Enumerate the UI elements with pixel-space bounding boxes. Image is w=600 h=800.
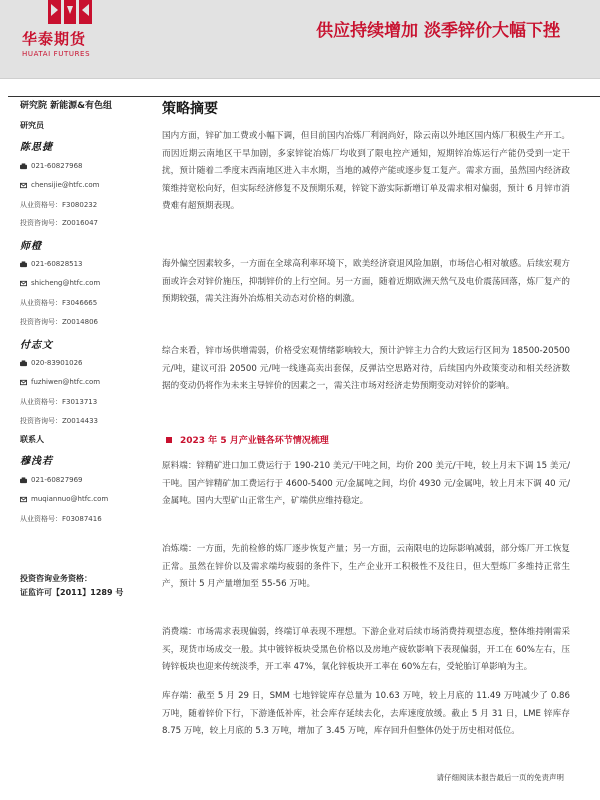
email-icon (20, 280, 27, 287)
paragraph-consumption: 消费端：市场需求表现偏弱，终端订单表现不理想。下游企业对后续市场消费持观望态度，整体维持刚需采买，现货市场成交一般。其中镀锌板块受黑色价格以及房地产疲软影响下表现偏弱，开工在 60%左右，压铸锌板块也迎来传统淡季，开工率 47%，氧化锌板块开工率在 60%左右，受轮胎订单影响为主。 (162, 627, 570, 673)
paragraph-raw-material: 原料端：锌精矿进口加工费运行于 190-210 美元/干吨之间，均价 200 美元/干吨，较上月末下调 15 美元/干吨。国产锌精矿加工费运行于 4600-5400 元/金属吨之间，均价 4930 元/金属吨，较上月末下调 40 元/金属吨。国内大型矿山正常生产，矿端供应维持稳定。 (162, 461, 570, 507)
license-statement: 投资咨询业务资格： 证监许可【2011】1289 号 (20, 574, 124, 597)
phone-icon (20, 360, 27, 367)
analyst-email[interactable]: fuzhiwen@htfc.com (20, 378, 100, 386)
paragraph-domestic: 国内方面，锌矿加工费或小幅下调，但目前国内冶炼厂利润尚好，除云南以外地区国内炼厂积极生产开工。而因近期云南地区干旱加剧，多家锌锭冶炼厂均收到了限电控产通知，短期锌冶炼运行产能仍受到一定干扰，预计随着二季度末西南地区进入丰水期，当地的减停产能或逐步复工复产。需求方面，虽然国内经济政策维持宽松向好，但实际经济修复不及预期乐观，锌锭下游实际新增订单及需求相对偏弱，预计 6 月锌市消费难有超预期表现。 (162, 131, 570, 212)
invest-license: 投资咨询号：Z0014433 (20, 417, 98, 425)
contact-email[interactable]: muqiannuo@htfc.com (20, 495, 108, 503)
company-logo (18, 0, 128, 78)
square-bullet-icon (166, 437, 172, 443)
practice-license: 从业资格号：F3046665 (20, 299, 98, 307)
paragraph-overseas: 海外偏空因素较多，一方面在全球高利率环境下，欧美经济衰退风险加剧，市场信心相对敏感。后续宏观方面或许会对锌价施压，抑制锌价的上行空间。另一方面，随着近期欧洲天然气及电价震荡回落，炼厂复产的预期较强，需关注海外冶炼相关动态对价格的刺激。 (162, 259, 570, 305)
paragraph-conclusion: 综合来看，锌市场供增需弱，价格受宏观情绪影响较大，预计沪锌主力合约大致运行区间为 18500-20500 元/吨，建议可沿 20500 元/吨一线逢高卖出套保，反弹沽空思路对待，后续国内外政策变动和相关经济数据的变动仍将作为未来主导锌价的因素之一，需关注市场对经济走势预期变动对锌价的影响。 (162, 346, 570, 392)
researchers-heading: 研究员 (20, 121, 44, 130)
email-icon (20, 496, 27, 503)
contact-name: 穆浅若 (20, 456, 53, 467)
analyst-sidebar (0, 96, 150, 706)
disclaimer-note: 请仔细阅读本报告最后一页的免责声明 (436, 773, 564, 782)
practice-license: 从业资格号：F03087416 (20, 515, 102, 523)
logo-text-cn: 华泰期货 (22, 30, 87, 48)
report-header (0, 0, 600, 79)
analyst-name: 师橙 (20, 241, 42, 252)
practice-license: 从业资格号：F3080232 (20, 201, 98, 209)
analyst-name: 陈思捷 (20, 142, 53, 153)
email-icon (20, 182, 27, 189)
paragraph-smelting: 冶炼端：一方面，先前检修的炼厂逐步恢复产量；另一方面，云南限电的边际影响减弱，部分炼厂开工恢复正常。虽然在锌价以及需求端均疲弱的条件下，生产企业开工积极性不及往日，但大型炼厂多维持正常生产，预计 5 月产量增加至 55-56 万吨。 (162, 544, 570, 590)
logo-text-en: HUATAI FUTURES (22, 50, 91, 58)
analyst-name: 付志文 (20, 340, 53, 351)
phone-icon (20, 261, 27, 268)
email-icon (20, 379, 27, 386)
phone-icon (20, 163, 27, 170)
paragraph-inventory: 库存端：截至 5 月 29 日，SMM 七地锌锭库存总量为 10.63 万吨，较上月底的 11.49 万吨减少了 0.86 万吨，随着锌价下行，下游逢低补库，社会库存延续去化，去库速度放缓。截止 5 月 31 日，LME 锌库存 8.75 万吨，较上月底的 5.3 万吨，增加了 3.45 万吨，库存回升但整体仍处于历史相对低位。 (162, 691, 570, 737)
department-tag: 研究院 新能源&有色组 (20, 101, 112, 111)
analyst-email[interactable]: shicheng@htfc.com (20, 279, 100, 287)
report-title: 供应持续增加 淡季锌价大幅下挫 (316, 21, 560, 41)
practice-license: 从业资格号：F3013713 (20, 398, 98, 406)
contact-phone: 021-60827969 (20, 476, 83, 484)
invest-license: 投资咨询号：Z0014806 (20, 318, 98, 326)
analyst-email[interactable]: chensijie@htfc.com (20, 181, 100, 189)
phone-icon (20, 477, 27, 484)
contacts-heading: 联系人 (20, 435, 44, 444)
analyst-phone: 021-60828513 (20, 260, 83, 268)
top-divider (8, 96, 600, 97)
subheading: 2023 年 5 月产业链各环节情况梳理 (166, 433, 329, 446)
section-title: 策略摘要 (162, 101, 218, 117)
logo-mark-icon (48, 0, 92, 26)
analyst-phone: 021-60827968 (20, 162, 83, 170)
invest-license: 投资咨询号：Z0016047 (20, 219, 98, 227)
analyst-phone: 020-83901026 (20, 359, 83, 367)
